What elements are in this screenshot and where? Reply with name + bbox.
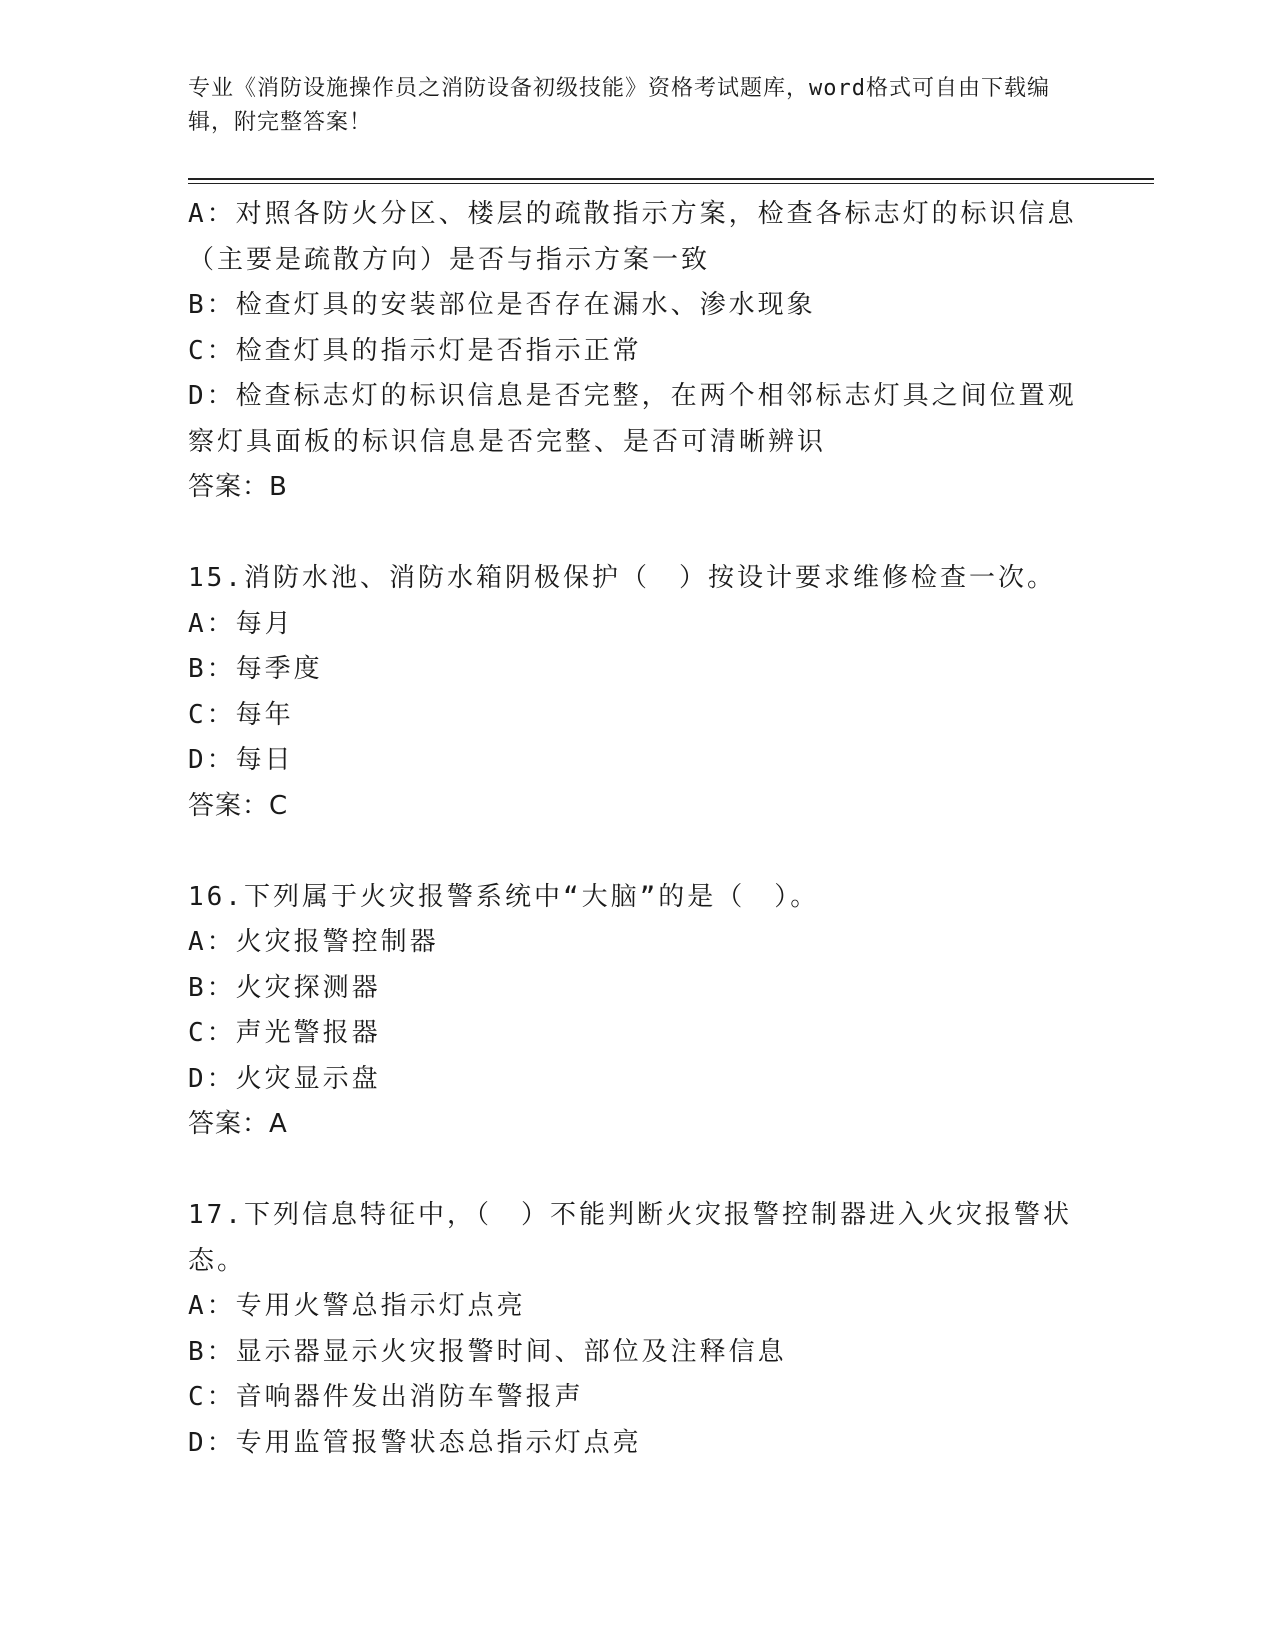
option-d: D：检查标志灯的标识信息是否完整，在两个相邻标志灯具之间位置观察灯具面板的标识信息是否完整、是否可清晰辨识 <box>188 381 1077 457</box>
answer: 答案：B <box>188 472 288 502</box>
question-14 <box>188 192 1088 511</box>
option-b: B：火灾探测器 <box>188 972 381 1003</box>
option-d: D：专用监管报警状态总指示灯点亮 <box>188 1427 642 1458</box>
question-stem: 15.消防水池、消防水箱阴极保护（ ）按设计要求维修检查一次。 <box>188 563 1056 593</box>
question-17 <box>188 1193 1088 1466</box>
option-a: A：每月 <box>188 608 294 639</box>
question-list <box>188 192 1088 1466</box>
option-a: A：对照各防火分区、楼层的疏散指示方案，检查各标志灯的标识信息（主要是疏散方向）是否与指示方案一致 <box>188 199 1077 275</box>
question-16 <box>188 875 1088 1148</box>
spacer <box>188 1148 1088 1194</box>
option-c: C：每年 <box>188 699 294 730</box>
option-a: A：专用火警总指示灯点亮 <box>188 1291 526 1321</box>
header-divider-thin <box>188 183 1154 184</box>
spacer <box>188 511 1088 557</box>
option-b: B：每季度 <box>188 654 323 684</box>
answer: 答案：A <box>188 1109 288 1139</box>
answer: 答案：C <box>188 790 289 821</box>
question-stem: 16.下列属于火灾报警系统中“大脑”的是（ ）。 <box>188 881 820 912</box>
option-c: C：音响器件发出消防车警报声 <box>188 1382 584 1412</box>
option-c: C：检查灯具的指示灯是否指示正常 <box>188 335 642 366</box>
question-15 <box>188 556 1088 829</box>
option-d: D：火灾显示盘 <box>188 1063 381 1094</box>
option-b: B：显示器显示火灾报警时间、部位及注释信息 <box>188 1336 787 1367</box>
option-c: C：声光警报器 <box>188 1018 381 1048</box>
option-a: A：火灾报警控制器 <box>188 927 439 957</box>
option-d: D：每日 <box>188 745 294 775</box>
header-divider <box>188 178 1154 180</box>
question-stem: 17.下列信息特征中，（ ）不能判断火灾报警控制器进入火灾报警状态。 <box>188 1200 1072 1276</box>
spacer <box>188 829 1088 875</box>
option-b: B：检查灯具的安装部位是否存在漏水、渗水现象 <box>188 290 816 320</box>
document-header: 专业《消防设施操作员之消防设备初级技能》资格考试题库，word格式可自由下载编辑，附完整答案！ <box>188 76 1050 135</box>
